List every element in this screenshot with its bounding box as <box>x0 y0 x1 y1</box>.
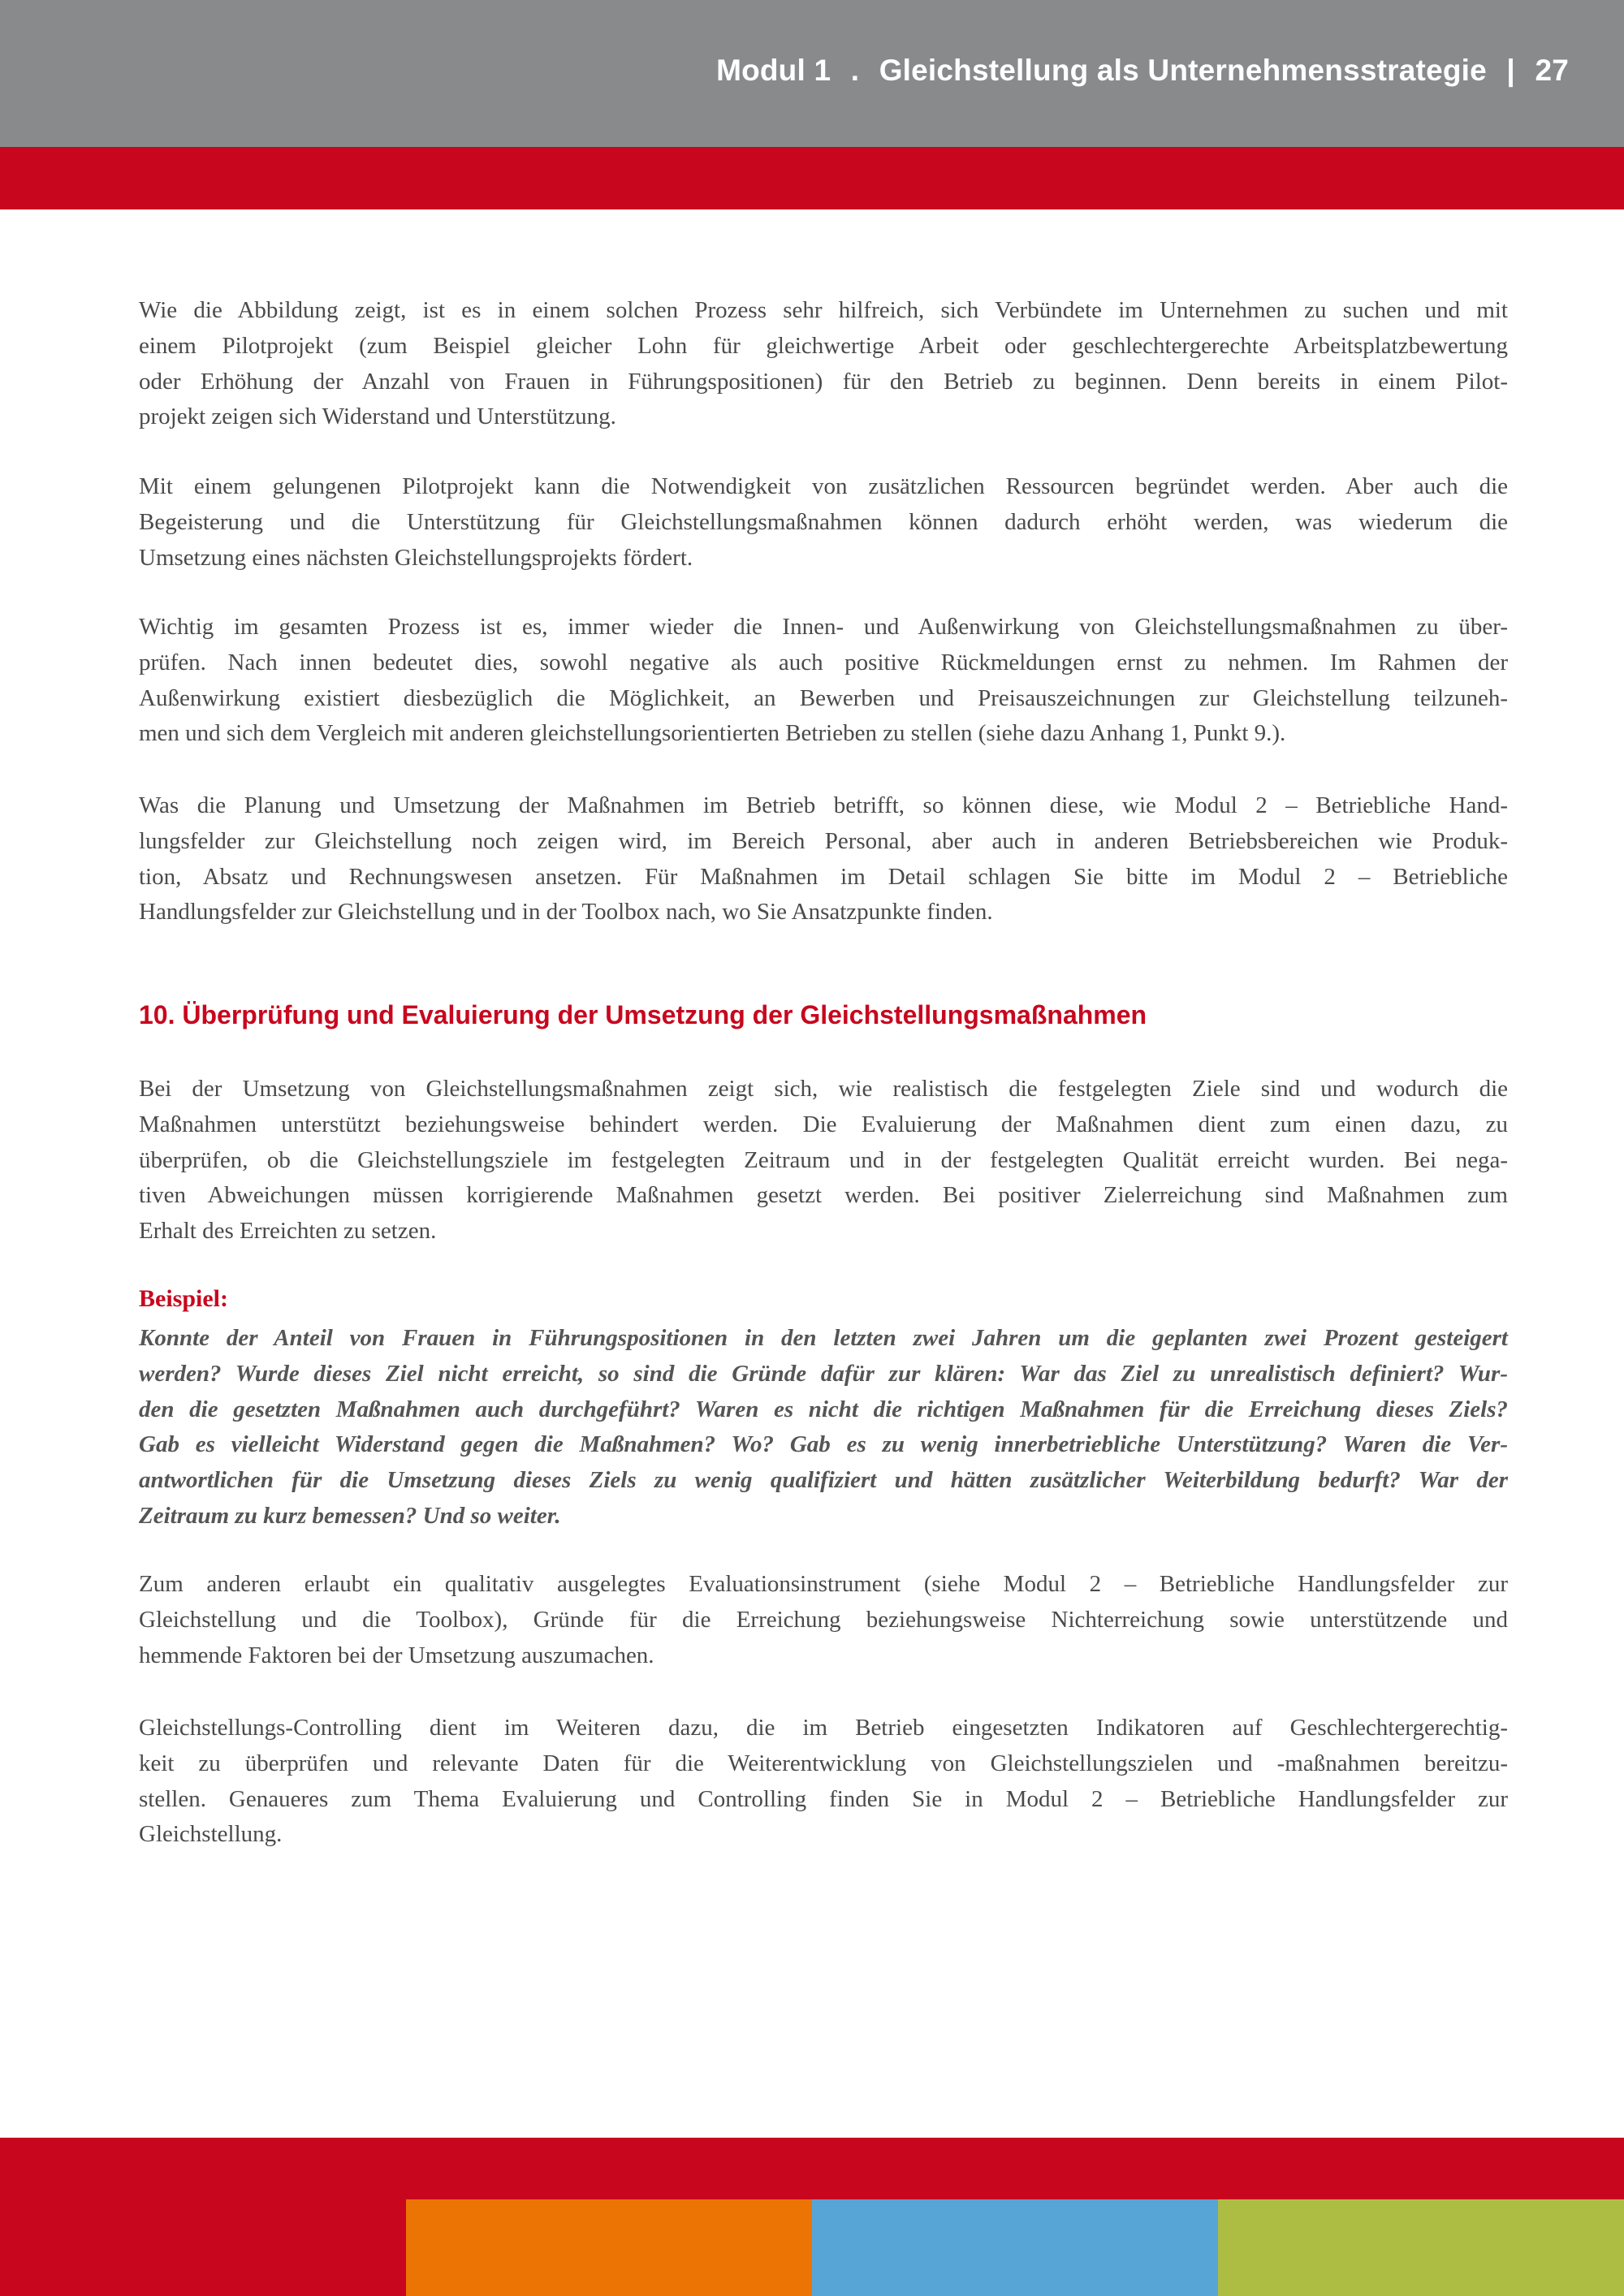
module-title: Gleichstellung als Unternehmensstrategie <box>879 54 1487 87</box>
text-line: Konnte der Anteil von Frauen in Führungspositionen in den letzten zwei Jahren um die geplanten zwei Prozent gesteigert <box>139 1325 1508 1351</box>
paragraph <box>139 469 1508 576</box>
text-line: projekt zeigen sich Widerstand und Unterstützung. <box>139 404 616 430</box>
text-line: stellen. Genaueres zum Thema Evaluierung und Controlling finden Sie in Modul 2 – Betriebliche Handlungsfelder zur <box>139 1785 1508 1812</box>
text-line: prüfen. Nach innen bedeutet dies, sowohl negative als auch positive Rückmeldungen ernst zu nehmen. Im Rahmen der <box>139 649 1508 675</box>
example-label: Beispiel: <box>139 1285 228 1312</box>
text-line: den die gesetzten Maßnahmen auch durchgeführt? Waren es nicht die richtigen Maßnahmen für die Erreichung dieses Ziels? <box>139 1396 1508 1422</box>
text-line: Gab es vielleicht Widerstand gegen die Maßnahmen? Wo? Gab es zu wenig innerbetriebliche Unterstützung? Waren die Ver- <box>139 1431 1508 1458</box>
text-line: Außenwirkung existiert diesbezüglich die Möglichkeit, an Bewerben und Preisauszeichnungen zur Gleichstellung teilzuneh- <box>139 684 1508 711</box>
example-text <box>139 1321 1508 1534</box>
paragraph <box>139 1567 1508 1673</box>
text-line: werden? Wurde dieses Ziel nicht erreicht, so sind die Gründe dafür zur klären: War das Ziel zu unrealistisch definiert? Wur- <box>139 1360 1508 1387</box>
text-line: Gleichstellung und die Toolbox), Gründe für die Erreichung beziehungsweise Nichterreichung sowie unterstützende und <box>139 1606 1508 1633</box>
text-line: keit zu überprüfen und relevante Daten für die Weiterentwicklung von Gleichstellungszielen und -maßnahmen bereitzu- <box>139 1750 1508 1776</box>
text-line: hemmende Faktoren bei der Umsetzung auszumachen. <box>139 1642 654 1668</box>
text-line: oder Erhöhung der Anzahl von Frauen in Führungspositionen) für den Betrieb zu beginnen. Denn bereits in einem Pilot- <box>139 368 1508 395</box>
section-heading: 10. Überprüfung und Evaluierung der Umsetzung der Gleichstellungsmaßnahmen <box>139 1000 1147 1029</box>
text-line: Wichtig im gesamten Prozess ist es, immer wieder die Innen- und Außenwirkung von Gleichstellungsmaßnahmen zu über- <box>139 614 1508 640</box>
text-line: einem Pilotprojekt (zum Beispiel gleicher Lohn für gleichwertige Arbeit oder geschlechtergerechte Arbeitsplatzbewertung <box>139 332 1508 359</box>
text-line: Handlungsfelder zur Gleichstellung und in der Toolbox nach, wo Sie Ansatzpunkte finden. <box>139 899 993 926</box>
footer-color-bar-blue <box>812 2199 1218 2296</box>
header-accent-band <box>0 147 1624 209</box>
text-line: Mit einem gelungenen Pilotprojekt kann die Notwendigkeit von zusätzlichen Ressourcen begründet werden. Aber auch die <box>139 473 1508 499</box>
paragraph <box>139 293 1508 435</box>
footer-color-bar-orange <box>406 2199 812 2296</box>
text-line: Gleichstellungs-Controlling dient im Weiteren dazu, die im Betrieb eingesetzten Indikatoren auf Geschlechtergerechtig- <box>139 1715 1508 1741</box>
text-line: Maßnahmen unterstützt beziehungsweise behindert werden. Die Evaluierung der Maßnahmen dient zum einen dazu, zu <box>139 1111 1508 1137</box>
text-line: antwortlichen für die Umsetzung dieses Ziels zu wenig qualifiziert und hätten zusätzlicher Weiterbildung bedurft? War der <box>139 1467 1508 1494</box>
module-label: Modul 1 <box>716 54 831 87</box>
text-line: Gleichstellung. <box>139 1821 283 1848</box>
running-header: Modul 1 . Gleichstellung als Unternehmensstrategie | 27 <box>716 54 1569 87</box>
text-line: Erhalt des Erreichten zu setzen. <box>139 1218 437 1245</box>
paragraph <box>139 1072 1508 1249</box>
text-line: überprüfen, ob die Gleichstellungsziele im festgelegten Zeitraum und in der festgelegten Qualität erreicht wurden. Bei nega- <box>139 1146 1508 1173</box>
paragraph <box>139 788 1508 930</box>
paragraph <box>139 610 1508 752</box>
footer-color-bar-green <box>1218 2199 1624 2296</box>
text-line: Umsetzung eines nächsten Gleichstellungsprojekts fördert. <box>139 544 693 571</box>
paragraph <box>139 1711 1508 1853</box>
text-line: lungsfelder zur Gleichstellung noch zeigen wird, im Bereich Personal, aber auch in anderen Betriebsbereichen wie Produk- <box>139 827 1508 854</box>
text-line: Bei der Umsetzung von Gleichstellungsmaßnahmen zeigt sich, wie realistisch die festgelegten Ziele sind und wodurch die <box>139 1076 1508 1102</box>
text-line: men und sich dem Vergleich mit anderen gleichstellungsorientierten Betrieben zu stellen (siehe dazu Anhang 1, Punkt 9.). <box>139 720 1286 747</box>
text-line: Begeisterung und die Unterstützung für Gleichstellungsmaßnahmen können dadurch erhöht werden, was wiederum die <box>139 508 1508 535</box>
text-line: Zeitraum zu kurz bemessen? Und so weiter. <box>139 1502 561 1529</box>
text-line: Was die Planung und Umsetzung der Maßnahmen im Betrieb betrifft, so können diese, wie Modul 2 – Betriebliche Hand- <box>139 792 1508 818</box>
text-line: tiven Abweichungen müssen korrigierende Maßnahmen gesetzt werden. Bei positiver Zielerreichung sind Maßnahmen zum <box>139 1182 1508 1209</box>
page-number: 27 <box>1535 54 1569 87</box>
text-line: Wie die Abbildung zeigt, ist es in einem solchen Prozess sehr hilfreich, sich Verbündete im Unternehmen zu suchen und mit <box>139 297 1508 323</box>
text-line: tion, Absatz und Rechnungswesen ansetzen. Für Maßnahmen im Detail schlagen Sie bitte im Modul 2 – Betriebliche <box>139 863 1508 890</box>
text-line: Zum anderen erlaubt ein qualitativ ausgelegtes Evaluationsinstrument (siehe Modul 2 – Betriebliche Handlungsfelder zur <box>139 1571 1508 1597</box>
